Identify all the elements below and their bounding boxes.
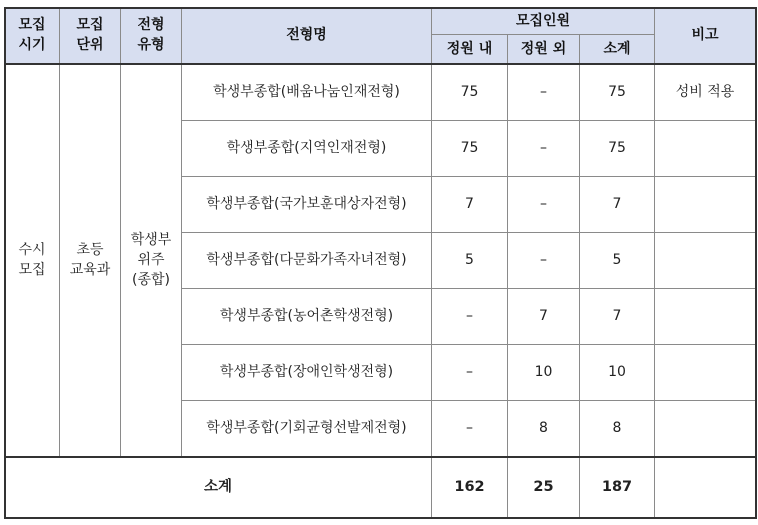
row-quota-in: – bbox=[432, 288, 508, 344]
row-name: 학생부종합(지역인재전형) bbox=[182, 120, 432, 176]
row-quota-in: – bbox=[432, 344, 508, 400]
row-remark bbox=[655, 232, 756, 288]
header-subtotal: 소계 bbox=[580, 35, 655, 64]
header-quota: 모집인원 bbox=[432, 8, 655, 35]
row-subtotal: 7 bbox=[580, 288, 655, 344]
header-unit: 모집 단위 bbox=[60, 8, 121, 64]
row-quota-in: 7 bbox=[432, 176, 508, 232]
row-quota-out: 8 bbox=[508, 400, 580, 457]
row-remark bbox=[655, 344, 756, 400]
row-subtotal: 8 bbox=[580, 400, 655, 457]
row-name: 학생부종합(기회균형선발제전형) bbox=[182, 400, 432, 457]
row-remark: 성비 적용 bbox=[655, 64, 756, 121]
row-name: 학생부종합(장애인학생전형) bbox=[182, 344, 432, 400]
row-subtotal: 10 bbox=[580, 344, 655, 400]
admission-table bbox=[4, 7, 756, 519]
row-name: 학생부종합(다문화가족자녀전형) bbox=[182, 232, 432, 288]
header-quota-in: 정원 내 bbox=[432, 35, 508, 64]
header-period: 모집 시기 bbox=[5, 8, 60, 64]
row-quota-out: 10 bbox=[508, 344, 580, 400]
row-remark bbox=[655, 120, 756, 176]
total-quota-out: 25 bbox=[508, 457, 580, 519]
header-name: 전형명 bbox=[182, 8, 432, 64]
row-subtotal: 75 bbox=[580, 64, 655, 121]
row-name: 학생부종합(농어촌학생전형) bbox=[182, 288, 432, 344]
row-quota-in: 75 bbox=[432, 120, 508, 176]
row-quota-in: 5 bbox=[432, 232, 508, 288]
row-quota-in: 75 bbox=[432, 64, 508, 121]
header-type: 전형 유형 bbox=[121, 8, 182, 64]
row-quota-out: 7 bbox=[508, 288, 580, 344]
row-remark bbox=[655, 288, 756, 344]
row-subtotal: 5 bbox=[580, 232, 655, 288]
row-quota-out: – bbox=[508, 176, 580, 232]
group-type: 학생부 위주 (종합) bbox=[121, 64, 182, 457]
total-remark bbox=[655, 457, 756, 519]
header-remark: 비고 bbox=[655, 8, 756, 64]
total-label: 소계 bbox=[5, 457, 432, 519]
total-quota-in: 162 bbox=[432, 457, 508, 519]
group-unit: 초등 교육과 bbox=[60, 64, 121, 457]
table-row bbox=[5, 64, 756, 121]
row-quota-out: – bbox=[508, 64, 580, 121]
row-subtotal: 75 bbox=[580, 120, 655, 176]
header-quota-out: 정원 외 bbox=[508, 35, 580, 64]
row-quota-out: – bbox=[508, 120, 580, 176]
row-subtotal: 7 bbox=[580, 176, 655, 232]
row-remark bbox=[655, 176, 756, 232]
row-name: 학생부종합(배움나눔인재전형) bbox=[182, 64, 432, 121]
row-quota-in: – bbox=[432, 400, 508, 457]
group-period: 수시 모집 bbox=[5, 64, 60, 457]
row-quota-out: – bbox=[508, 232, 580, 288]
row-name: 학생부종합(국가보훈대상자전형) bbox=[182, 176, 432, 232]
total-row bbox=[5, 457, 756, 519]
total-subtotal: 187 bbox=[580, 457, 655, 519]
row-remark bbox=[655, 400, 756, 457]
